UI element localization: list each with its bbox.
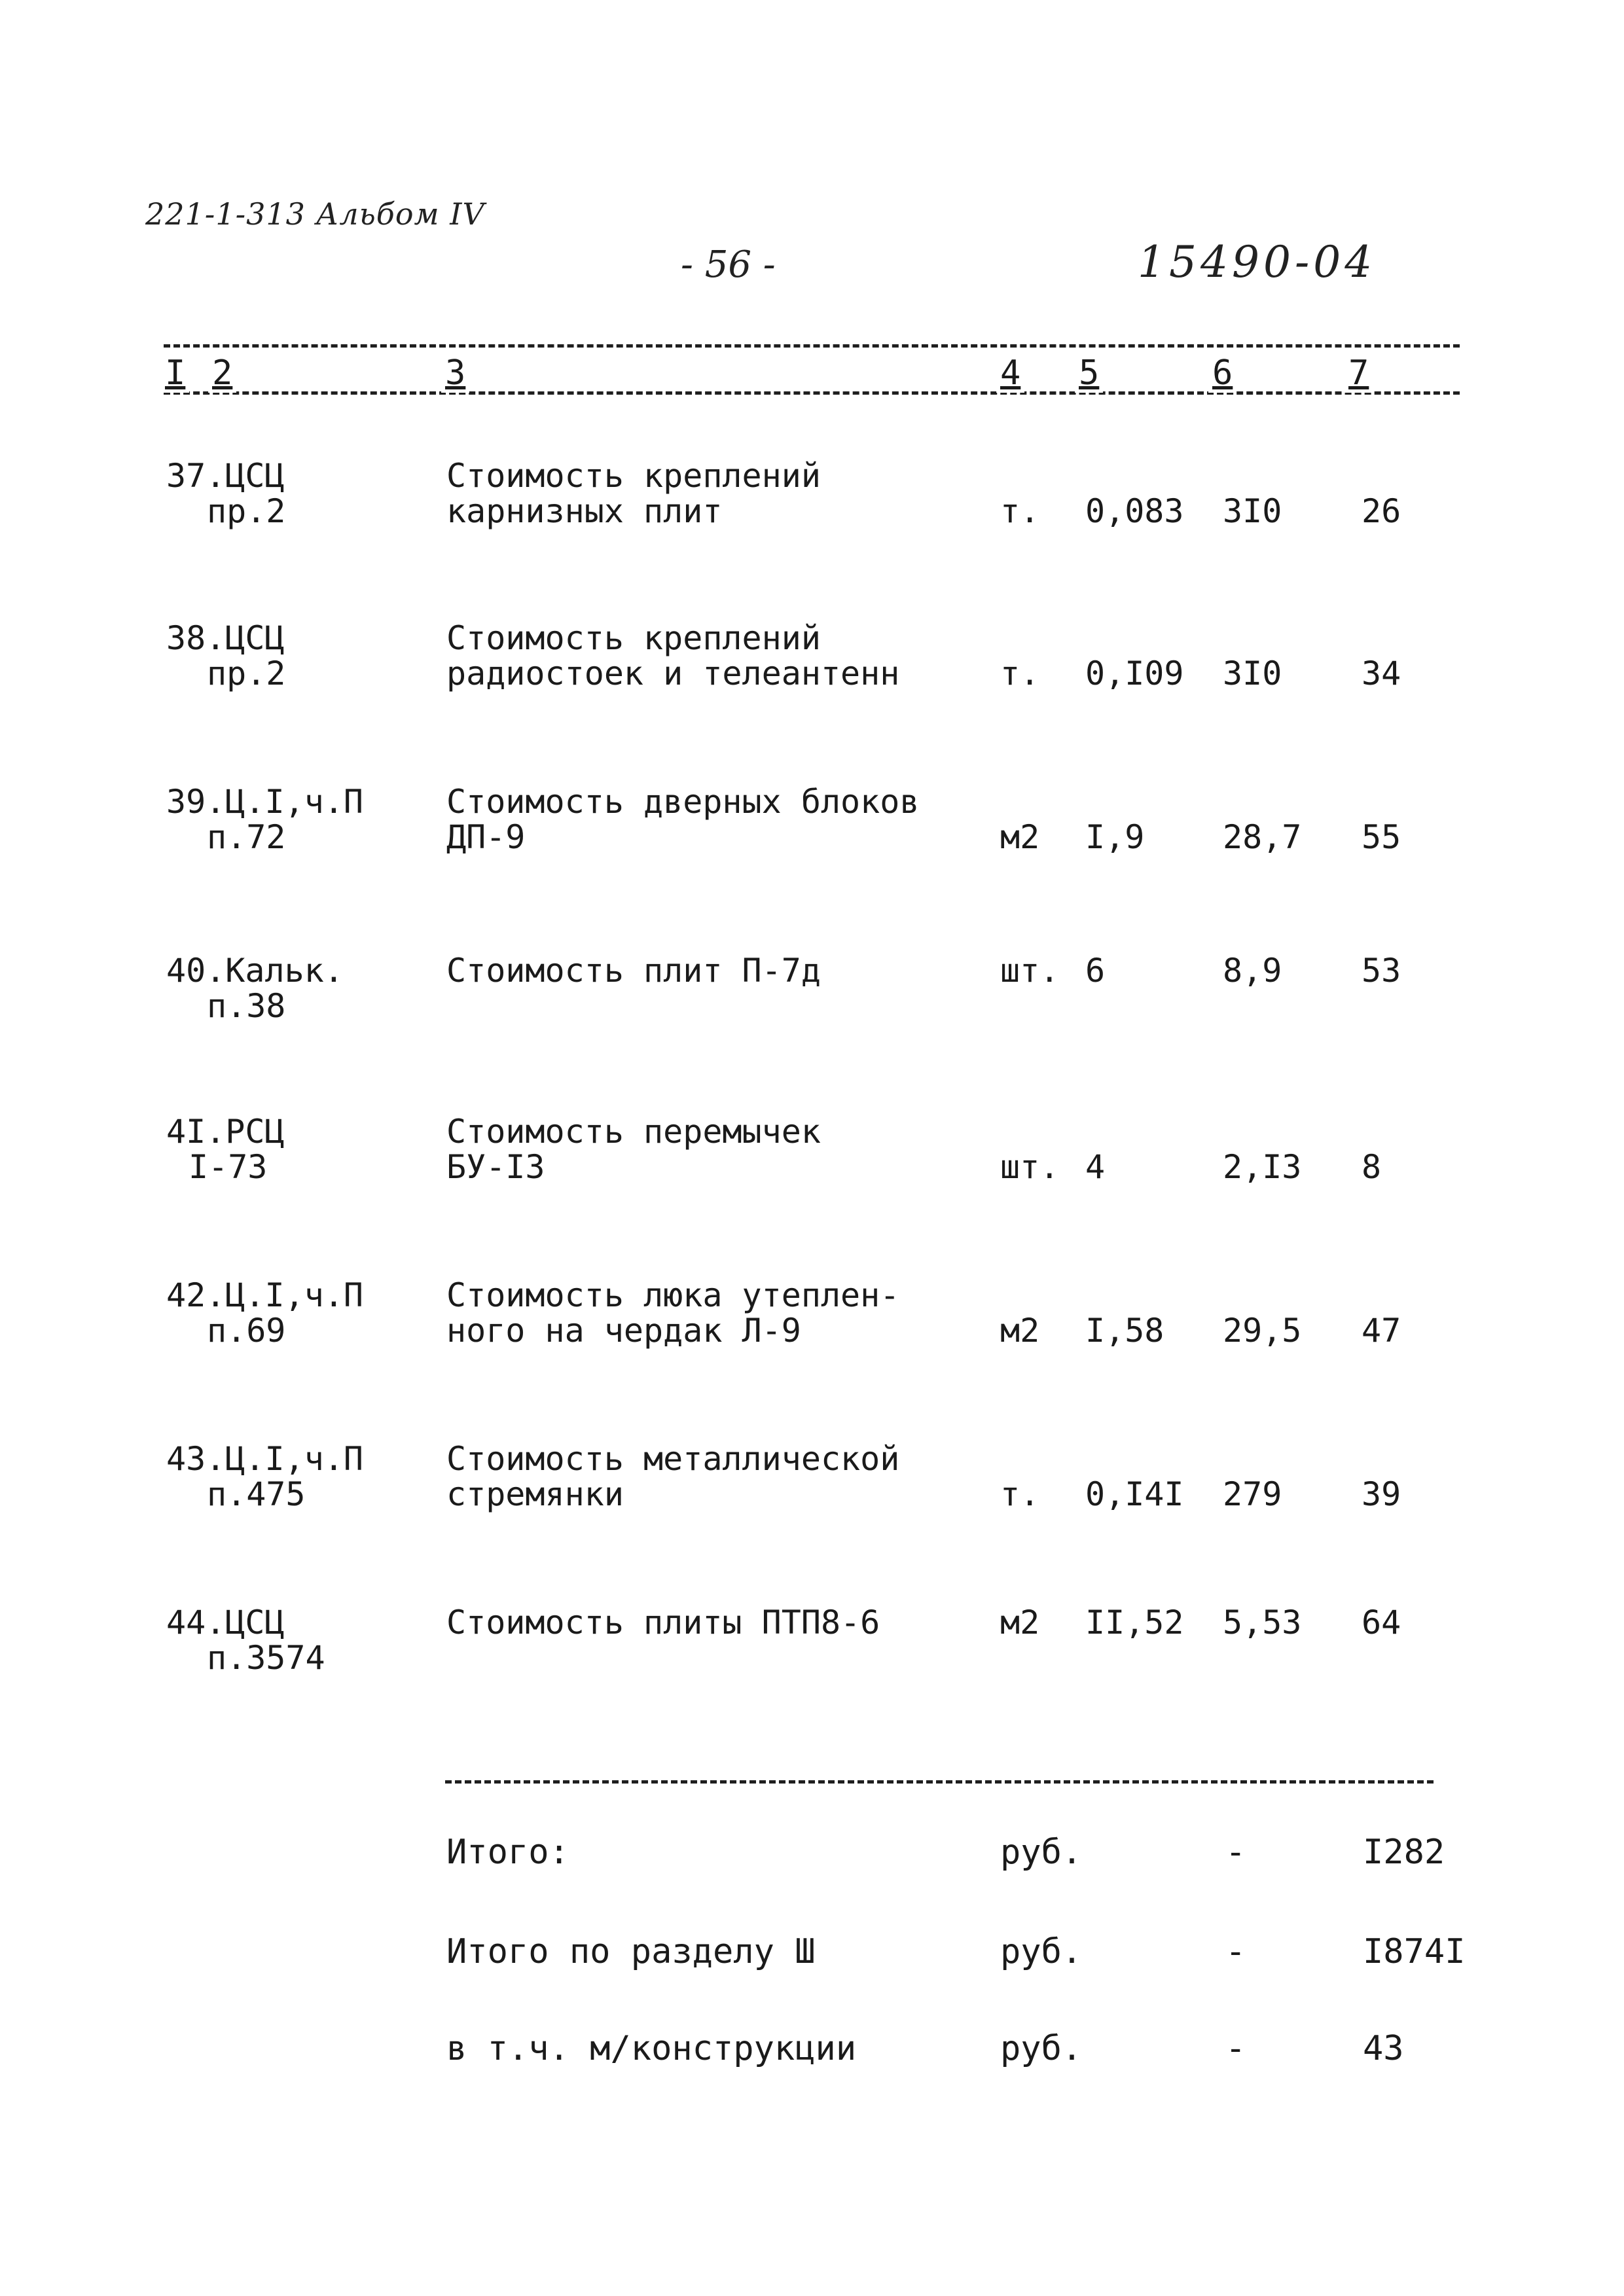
- total-cost-cell: 55: [1362, 818, 1401, 856]
- source-reference: 37.ЦСЦ пр.2: [166, 457, 286, 530]
- unit-price-cell: 2,I3: [1223, 1148, 1302, 1186]
- total-cost-cell: 34: [1362, 655, 1401, 692]
- source-reference: 38.ЦСЦ пр.2: [166, 619, 286, 692]
- document-code: 15490-04: [1138, 237, 1377, 287]
- quantity-cell: 0,I4I: [1085, 1475, 1184, 1513]
- table-top-rule: [164, 344, 1460, 348]
- total-label: Итого:: [446, 1833, 569, 1872]
- unit-cell: м2: [1000, 1604, 1040, 1641]
- unit-cell: шт.: [1000, 1148, 1060, 1186]
- total-value: I282: [1363, 1833, 1445, 1872]
- total-cost-cell: 47: [1362, 1312, 1401, 1350]
- unit-cell: м2: [1000, 1312, 1040, 1350]
- total-cost-cell: 8: [1362, 1148, 1382, 1186]
- item-description: Стоимость креплений радиостоек и телеантенн: [446, 619, 900, 692]
- total-cost-cell: 39: [1362, 1475, 1401, 1513]
- column-number-2: 2: [208, 353, 236, 393]
- quantity-cell: I,58: [1085, 1312, 1164, 1350]
- unit-price-cell: 8,9: [1223, 952, 1282, 990]
- metal-structures-label: в т.ч. м/конструкции: [446, 2029, 857, 2068]
- source-reference: 4I.РСЦ I-73: [166, 1113, 285, 1186]
- item-description: Стоимость дверных блоков ДП-9: [446, 783, 920, 856]
- total-cost-cell: 53: [1362, 952, 1401, 990]
- unit-cell: т.: [1000, 492, 1040, 530]
- total-unit: руб.: [1000, 1833, 1083, 1872]
- source-reference: 42.Ц.I,ч.П п.69: [166, 1276, 364, 1350]
- section-total-unit: руб.: [1000, 1932, 1083, 1971]
- unit-cell: т.: [1000, 1475, 1040, 1513]
- source-reference: 40.Кальк. п.38: [166, 952, 344, 1025]
- item-description: Стоимость плит П-7д: [446, 952, 821, 990]
- item-description: Стоимость плиты ПТП8-6: [446, 1604, 880, 1641]
- quantity-cell: 0,I09: [1085, 655, 1184, 692]
- quantity-cell: 4: [1085, 1148, 1106, 1186]
- source-reference: 39.Ц.I,ч.П п.72: [166, 783, 364, 856]
- total-cost-cell: 64: [1362, 1604, 1401, 1641]
- document-reference: 221-1-313 Альбом IV: [145, 196, 485, 232]
- unit-price-cell: 279: [1223, 1475, 1282, 1513]
- quantity-cell: I,9: [1085, 818, 1145, 856]
- section-total-label: Итого по разделу Ш: [446, 1932, 816, 1971]
- unit-cell: т.: [1000, 655, 1040, 692]
- section-total-value: I874I: [1363, 1932, 1466, 1971]
- column-number-5: 5: [1075, 353, 1103, 393]
- totals-separator-rule: [445, 1780, 1434, 1784]
- item-description: Стоимость металлической стремянки: [446, 1440, 900, 1513]
- column-number-6: 6: [1208, 353, 1236, 393]
- unit-price-cell: 3I0: [1223, 655, 1282, 692]
- column-number-4: 4: [996, 353, 1024, 393]
- item-description: Стоимость люка утеплен- ного на чердак Л-9: [446, 1276, 900, 1350]
- metal-structures-dash: -: [1225, 2029, 1246, 2068]
- quantity-cell: 0,083: [1085, 492, 1184, 530]
- source-reference: 43.Ц.I,ч.П п.475: [166, 1440, 364, 1513]
- unit-price-cell: 29,5: [1223, 1312, 1302, 1350]
- column-number-1: I: [161, 353, 189, 393]
- table-header-rule: [164, 391, 1460, 395]
- unit-price-cell: 28,7: [1223, 818, 1302, 856]
- page-number: - 56 -: [681, 243, 776, 286]
- column-number-7: 7: [1344, 353, 1373, 393]
- item-description: Стоимость креплений карнизных плит: [446, 457, 821, 530]
- unit-cell: шт.: [1000, 952, 1060, 990]
- total-cost-cell: 26: [1362, 492, 1401, 530]
- source-reference: 44.ЦСЦ п.3574: [166, 1604, 325, 1677]
- total-dash: -: [1225, 1833, 1246, 1872]
- quantity-cell: II,52: [1085, 1604, 1184, 1641]
- unit-cell: м2: [1000, 818, 1040, 856]
- unit-price-cell: 3I0: [1223, 492, 1282, 530]
- item-description: Стоимость перемычек БУ-I3: [446, 1113, 821, 1186]
- quantity-cell: 6: [1085, 952, 1106, 990]
- unit-price-cell: 5,53: [1223, 1604, 1302, 1641]
- column-number-3: 3: [441, 353, 469, 393]
- metal-structures-value: 43: [1363, 2029, 1404, 2068]
- section-total-dash: -: [1225, 1932, 1246, 1971]
- metal-structures-unit: руб.: [1000, 2029, 1083, 2068]
